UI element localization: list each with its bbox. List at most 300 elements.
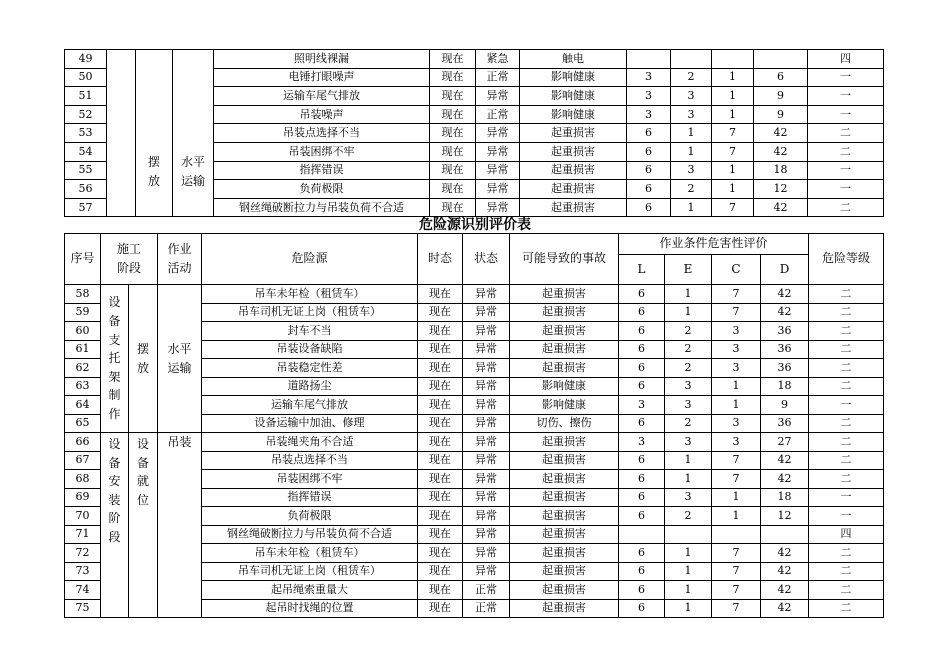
cell-level: 二 bbox=[809, 285, 884, 304]
cell-l: 6 bbox=[619, 451, 665, 470]
cell-l: 6 bbox=[619, 507, 665, 526]
cell-state: 异常 bbox=[476, 124, 520, 143]
cell-l: 6 bbox=[627, 142, 671, 161]
cell-l: 3 bbox=[619, 433, 665, 452]
cell-d: 42 bbox=[754, 124, 808, 143]
cell-hazard: 钢丝绳破断拉力与吊装负荷不合适 bbox=[214, 198, 430, 217]
cell-hazard: 吊装点选择不当 bbox=[214, 124, 430, 143]
cell-c: 1 bbox=[712, 161, 754, 180]
cell-no: 62 bbox=[65, 359, 101, 378]
cell-tense: 现在 bbox=[418, 470, 463, 489]
cell-l: 6 bbox=[619, 470, 665, 489]
cell-state: 正常 bbox=[463, 599, 510, 618]
cell-tense: 现在 bbox=[418, 377, 463, 396]
cell-accident: 起重损害 bbox=[510, 599, 619, 618]
cell-c: 1 bbox=[712, 507, 761, 526]
cell-accident: 起重损害 bbox=[510, 507, 619, 526]
cell-l: 6 bbox=[619, 562, 665, 581]
cell-state: 异常 bbox=[463, 414, 510, 433]
cell-state: 异常 bbox=[476, 198, 520, 217]
cell-tense: 现在 bbox=[418, 451, 463, 470]
cell-state: 异常 bbox=[463, 396, 510, 415]
hazard-evaluation-table bbox=[64, 233, 884, 618]
cell-state: 异常 bbox=[476, 87, 520, 106]
cell-l: 6 bbox=[619, 581, 665, 600]
cell-level: 四 bbox=[809, 525, 884, 544]
cell-d: 42 bbox=[761, 470, 809, 489]
cell-l: 6 bbox=[619, 599, 665, 618]
cell-level: 一 bbox=[808, 87, 884, 106]
cell-level: 四 bbox=[808, 50, 884, 69]
cell-c: 1 bbox=[712, 488, 761, 507]
cell-level: 一 bbox=[808, 68, 884, 87]
cell-d: 36 bbox=[761, 359, 809, 378]
cell-level: 一 bbox=[808, 180, 884, 199]
cell-no: 55 bbox=[65, 161, 107, 180]
cell-level: 二 bbox=[809, 470, 884, 489]
cell-level: 二 bbox=[808, 198, 884, 217]
table-row bbox=[65, 433, 884, 452]
cell-d bbox=[761, 525, 809, 544]
cell-accident: 影响健康 bbox=[520, 87, 627, 106]
cell-level: 二 bbox=[809, 340, 884, 359]
cell-hazard: 吊装设备缺陷 bbox=[202, 340, 418, 359]
cell-d: 12 bbox=[761, 507, 809, 526]
cell-no: 57 bbox=[65, 198, 107, 217]
cell-no: 73 bbox=[65, 562, 101, 581]
cell-no: 60 bbox=[65, 322, 101, 341]
table-header bbox=[65, 234, 884, 285]
cell-l bbox=[627, 50, 671, 69]
cell-d: 42 bbox=[754, 142, 808, 161]
cell-l: 6 bbox=[619, 377, 665, 396]
cell-no: 63 bbox=[65, 377, 101, 396]
cell-d bbox=[754, 50, 808, 69]
cell-level: 一 bbox=[808, 161, 884, 180]
cell-tense: 现在 bbox=[418, 396, 463, 415]
cell-c: 7 bbox=[712, 124, 754, 143]
header-level: 危险等级 bbox=[809, 234, 884, 285]
table-row bbox=[65, 50, 884, 69]
cell-no: 71 bbox=[65, 525, 101, 544]
cell-accident: 起重损害 bbox=[510, 488, 619, 507]
stage-cell-2 bbox=[101, 433, 129, 618]
cell-tense: 现在 bbox=[418, 544, 463, 563]
cell-c: 7 bbox=[712, 470, 761, 489]
cell-c: 7 bbox=[712, 599, 761, 618]
cell-l: 6 bbox=[619, 544, 665, 563]
cell-c bbox=[712, 50, 754, 69]
cell-tense: 现在 bbox=[418, 599, 463, 618]
cell-hazard: 吊装绳夹角不合适 bbox=[202, 433, 418, 452]
cell-state: 异常 bbox=[463, 340, 510, 359]
cell-c: 7 bbox=[712, 303, 761, 322]
top-sub-cell-text: 水平运输 bbox=[180, 155, 205, 188]
cell-c: 1 bbox=[712, 105, 754, 124]
cell-state: 异常 bbox=[463, 544, 510, 563]
cell-c: 1 bbox=[712, 396, 761, 415]
cell-state: 异常 bbox=[476, 142, 520, 161]
cell-no: 49 bbox=[65, 50, 107, 69]
cell-e: 1 bbox=[665, 451, 712, 470]
cell-state: 异常 bbox=[463, 303, 510, 322]
header-no: 序号 bbox=[65, 234, 101, 285]
cell-l: 6 bbox=[627, 161, 671, 180]
cell-tense: 现在 bbox=[418, 433, 463, 452]
header-state: 状态 bbox=[463, 234, 510, 285]
cell-no: 72 bbox=[65, 544, 101, 563]
cell-tense: 现在 bbox=[418, 507, 463, 526]
cell-state: 异常 bbox=[463, 322, 510, 341]
cell-d: 36 bbox=[761, 414, 809, 433]
cell-e: 3 bbox=[665, 396, 712, 415]
cell-e: 2 bbox=[665, 414, 712, 433]
cell-no: 65 bbox=[65, 414, 101, 433]
cell-accident: 起重损害 bbox=[510, 285, 619, 304]
cell-tense: 现在 bbox=[430, 50, 476, 69]
cell-d: 42 bbox=[761, 544, 809, 563]
cell-e: 3 bbox=[665, 377, 712, 396]
cell-tense: 现在 bbox=[418, 581, 463, 600]
cell-level: 二 bbox=[808, 142, 884, 161]
cell-no: 59 bbox=[65, 303, 101, 322]
cell-c: 1 bbox=[712, 68, 754, 87]
cell-c: 7 bbox=[712, 198, 754, 217]
cell-state: 异常 bbox=[463, 433, 510, 452]
cell-c: 3 bbox=[712, 414, 761, 433]
cell-hazard: 运输车尾气排放 bbox=[202, 396, 418, 415]
cell-e: 1 bbox=[665, 562, 712, 581]
cell-l: 3 bbox=[627, 87, 671, 106]
cell-level: 二 bbox=[809, 599, 884, 618]
cell-accident: 起重损害 bbox=[510, 525, 619, 544]
top-hazard-table bbox=[64, 49, 884, 217]
cell-state: 异常 bbox=[463, 525, 510, 544]
cell-d: 27 bbox=[761, 433, 809, 452]
stage-cell-1 bbox=[101, 285, 129, 433]
cell-e: 1 bbox=[665, 581, 712, 600]
cell-tense: 现在 bbox=[430, 87, 476, 106]
cell-state: 异常 bbox=[463, 285, 510, 304]
cell-state: 紧急 bbox=[476, 50, 520, 69]
cell-d: 9 bbox=[754, 87, 808, 106]
cell-hazard: 吊装噪声 bbox=[214, 105, 430, 124]
cell-state: 异常 bbox=[463, 359, 510, 378]
cell-accident: 起重损害 bbox=[520, 198, 627, 217]
cell-no: 69 bbox=[65, 488, 101, 507]
cell-hazard: 钢丝绳破断拉力与吊装负荷不合适 bbox=[202, 525, 418, 544]
cell-accident: 起重损害 bbox=[510, 322, 619, 341]
cell-state: 异常 bbox=[463, 377, 510, 396]
cell-l: 6 bbox=[619, 340, 665, 359]
top-table-body bbox=[65, 50, 884, 217]
header-c: C bbox=[712, 255, 761, 285]
top-activity-cell bbox=[136, 50, 173, 217]
cell-e: 2 bbox=[671, 180, 712, 199]
cell-no: 58 bbox=[65, 285, 101, 304]
cell-c: 7 bbox=[712, 544, 761, 563]
cell-e: 3 bbox=[665, 488, 712, 507]
cell-hazard: 指挥错误 bbox=[202, 488, 418, 507]
cell-d: 9 bbox=[754, 105, 808, 124]
cell-state: 异常 bbox=[476, 180, 520, 199]
cell-e: 2 bbox=[671, 68, 712, 87]
activity-cell-1 bbox=[129, 285, 158, 433]
cell-hazard: 吊装困绑不牢 bbox=[202, 470, 418, 489]
cell-tense: 现在 bbox=[418, 414, 463, 433]
cell-d: 18 bbox=[761, 488, 809, 507]
cell-hazard: 负荷极限 bbox=[202, 507, 418, 526]
cell-state: 正常 bbox=[476, 105, 520, 124]
cell-level: 二 bbox=[809, 322, 884, 341]
cell-accident: 起重损害 bbox=[510, 562, 619, 581]
cell-level: 二 bbox=[809, 414, 884, 433]
cell-accident: 起重损害 bbox=[510, 303, 619, 322]
cell-l: 6 bbox=[619, 359, 665, 378]
cell-accident: 起重损害 bbox=[510, 433, 619, 452]
cell-e: 1 bbox=[665, 544, 712, 563]
cell-tense: 现在 bbox=[418, 525, 463, 544]
cell-level: 二 bbox=[809, 359, 884, 378]
cell-level: 二 bbox=[809, 377, 884, 396]
header-stage bbox=[101, 234, 158, 285]
cell-accident: 切伤、擦伤 bbox=[510, 414, 619, 433]
cell-state: 异常 bbox=[463, 562, 510, 581]
sub-cell-1 bbox=[158, 285, 202, 433]
cell-tense: 现在 bbox=[418, 285, 463, 304]
cell-no: 74 bbox=[65, 581, 101, 600]
cell-l: 3 bbox=[627, 105, 671, 124]
header-l: L bbox=[619, 255, 665, 285]
cell-no: 75 bbox=[65, 599, 101, 618]
header-hazard: 危险源 bbox=[202, 234, 418, 285]
cell-e: 2 bbox=[665, 322, 712, 341]
cell-c: 7 bbox=[712, 142, 754, 161]
cell-hazard: 电锤打眼噪声 bbox=[214, 68, 430, 87]
cell-tense: 现在 bbox=[430, 180, 476, 199]
cell-hazard: 照明线裸漏 bbox=[214, 50, 430, 69]
cell-level: 一 bbox=[809, 488, 884, 507]
cell-l: 6 bbox=[619, 414, 665, 433]
cell-l: 3 bbox=[627, 68, 671, 87]
cell-e: 2 bbox=[665, 359, 712, 378]
cell-level: 一 bbox=[809, 507, 884, 526]
cell-l: 6 bbox=[619, 285, 665, 304]
cell-level: 二 bbox=[808, 124, 884, 143]
cell-level: 二 bbox=[809, 544, 884, 563]
cell-c: 1 bbox=[712, 180, 754, 199]
cell-accident: 起重损害 bbox=[520, 124, 627, 143]
activity-cell-2-text: 设备就位 bbox=[136, 437, 149, 507]
top-stage-cell bbox=[107, 50, 136, 217]
cell-tense: 现在 bbox=[430, 68, 476, 87]
cell-c: 7 bbox=[712, 451, 761, 470]
cell-c: 1 bbox=[712, 377, 761, 396]
cell-hazard: 起吊时找绳的位置 bbox=[202, 599, 418, 618]
cell-accident: 影响健康 bbox=[510, 396, 619, 415]
header-stage-text: 施工阶段 bbox=[116, 242, 141, 275]
cell-d: 6 bbox=[754, 68, 808, 87]
cell-level: 一 bbox=[809, 396, 884, 415]
cell-accident: 影响健康 bbox=[510, 377, 619, 396]
cell-hazard: 吊装困绑不牢 bbox=[214, 142, 430, 161]
cell-tense: 现在 bbox=[430, 124, 476, 143]
table-body bbox=[65, 285, 884, 618]
cell-accident: 起重损害 bbox=[510, 451, 619, 470]
header-d: D bbox=[761, 255, 809, 285]
cell-no: 68 bbox=[65, 470, 101, 489]
cell-c: 7 bbox=[712, 562, 761, 581]
cell-no: 66 bbox=[65, 433, 101, 452]
cell-tense: 现在 bbox=[418, 488, 463, 507]
cell-tense: 现在 bbox=[430, 142, 476, 161]
cell-c bbox=[712, 525, 761, 544]
top-activity-cell-text: 摆放 bbox=[147, 155, 160, 188]
cell-no: 56 bbox=[65, 180, 107, 199]
cell-level: 二 bbox=[809, 303, 884, 322]
cell-l: 6 bbox=[619, 322, 665, 341]
cell-e: 1 bbox=[665, 303, 712, 322]
cell-accident: 影响健康 bbox=[520, 68, 627, 87]
cell-accident: 起重损害 bbox=[520, 161, 627, 180]
cell-tense: 现在 bbox=[430, 161, 476, 180]
cell-hazard: 吊车司机无证上岗（租赁车） bbox=[202, 562, 418, 581]
cell-state: 异常 bbox=[463, 470, 510, 489]
cell-tense: 现在 bbox=[418, 322, 463, 341]
cell-no: 51 bbox=[65, 87, 107, 106]
cell-e: 3 bbox=[671, 105, 712, 124]
cell-no: 54 bbox=[65, 142, 107, 161]
cell-hazard: 设备运输中加油、修理 bbox=[202, 414, 418, 433]
cell-d: 42 bbox=[761, 581, 809, 600]
cell-l: 6 bbox=[627, 198, 671, 217]
cell-hazard: 吊装稳定性差 bbox=[202, 359, 418, 378]
cell-d: 18 bbox=[761, 377, 809, 396]
page-title: 危险源识别评价表 bbox=[419, 217, 531, 233]
cell-e: 3 bbox=[671, 87, 712, 106]
cell-c: 7 bbox=[712, 285, 761, 304]
cell-state: 正常 bbox=[463, 581, 510, 600]
header-activity-text: 作业活动 bbox=[167, 242, 192, 275]
cell-level: 二 bbox=[809, 581, 884, 600]
cell-hazard: 道路扬尘 bbox=[202, 377, 418, 396]
cell-level: 二 bbox=[809, 433, 884, 452]
header-activity bbox=[158, 234, 202, 285]
cell-tense: 现在 bbox=[418, 359, 463, 378]
cell-state: 异常 bbox=[476, 161, 520, 180]
cell-e: 1 bbox=[671, 142, 712, 161]
cell-accident: 起重损害 bbox=[510, 470, 619, 489]
header-eval: 作业条件危害性评价 bbox=[619, 234, 809, 255]
cell-accident: 起重损害 bbox=[520, 142, 627, 161]
cell-tense: 现在 bbox=[418, 562, 463, 581]
header-accident: 可能导致的事故 bbox=[510, 234, 619, 285]
cell-c: 3 bbox=[712, 433, 761, 452]
sub-cell-1-text: 水平运输 bbox=[167, 341, 192, 375]
cell-l: 6 bbox=[619, 303, 665, 322]
cell-c: 3 bbox=[712, 322, 761, 341]
cell-e: 3 bbox=[671, 161, 712, 180]
cell-c: 3 bbox=[712, 359, 761, 378]
cell-c: 3 bbox=[712, 340, 761, 359]
cell-level: 二 bbox=[809, 562, 884, 581]
cell-e: 2 bbox=[665, 340, 712, 359]
cell-d: 42 bbox=[761, 303, 809, 322]
cell-hazard: 运输车尾气排放 bbox=[214, 87, 430, 106]
cell-d: 42 bbox=[754, 198, 808, 217]
header-tense: 时态 bbox=[418, 234, 463, 285]
cell-hazard: 吊装点选择不当 bbox=[202, 451, 418, 470]
cell-accident: 起重损害 bbox=[510, 340, 619, 359]
cell-l: 6 bbox=[619, 488, 665, 507]
cell-tense: 现在 bbox=[418, 303, 463, 322]
cell-d: 36 bbox=[761, 340, 809, 359]
cell-hazard: 吊车司机无证上岗（租赁车） bbox=[202, 303, 418, 322]
cell-e: 1 bbox=[665, 470, 712, 489]
cell-d: 18 bbox=[754, 161, 808, 180]
cell-l: 6 bbox=[627, 124, 671, 143]
cell-no: 53 bbox=[65, 124, 107, 143]
cell-d: 12 bbox=[754, 180, 808, 199]
cell-d: 42 bbox=[761, 451, 809, 470]
cell-e: 1 bbox=[665, 285, 712, 304]
cell-d: 42 bbox=[761, 285, 809, 304]
cell-state: 异常 bbox=[463, 488, 510, 507]
cell-hazard: 负荷极限 bbox=[214, 180, 430, 199]
cell-hazard: 吊车未年检（租赁车） bbox=[202, 544, 418, 563]
cell-no: 52 bbox=[65, 105, 107, 124]
cell-hazard: 起吊绳索重量大 bbox=[202, 581, 418, 600]
cell-d: 9 bbox=[761, 396, 809, 415]
cell-accident: 起重损害 bbox=[520, 180, 627, 199]
cell-e: 1 bbox=[671, 124, 712, 143]
cell-level: 二 bbox=[809, 451, 884, 470]
cell-accident: 影响健康 bbox=[520, 105, 627, 124]
cell-e: 1 bbox=[671, 198, 712, 217]
cell-accident: 触电 bbox=[520, 50, 627, 69]
cell-level: 一 bbox=[808, 105, 884, 124]
cell-tense: 现在 bbox=[430, 198, 476, 217]
header-e: E bbox=[665, 255, 712, 285]
cell-e bbox=[665, 525, 712, 544]
cell-accident: 起重损害 bbox=[510, 359, 619, 378]
cell-c: 1 bbox=[712, 87, 754, 106]
table-row bbox=[65, 285, 884, 304]
cell-no: 64 bbox=[65, 396, 101, 415]
cell-no: 70 bbox=[65, 507, 101, 526]
cell-accident: 起重损害 bbox=[510, 544, 619, 563]
cell-state: 异常 bbox=[463, 451, 510, 470]
cell-hazard: 指挥错误 bbox=[214, 161, 430, 180]
cell-e: 2 bbox=[665, 507, 712, 526]
cell-no: 50 bbox=[65, 68, 107, 87]
sub-cell-2-text: 吊装 bbox=[167, 435, 192, 449]
cell-l: 3 bbox=[619, 396, 665, 415]
stage-cell-2-text: 设备安装阶段 bbox=[108, 437, 121, 544]
cell-c: 7 bbox=[712, 581, 761, 600]
cell-d: 42 bbox=[761, 562, 809, 581]
cell-state: 正常 bbox=[476, 68, 520, 87]
cell-hazard: 封车不当 bbox=[202, 322, 418, 341]
cell-d: 36 bbox=[761, 322, 809, 341]
cell-d: 42 bbox=[761, 599, 809, 618]
cell-e bbox=[671, 50, 712, 69]
sub-cell-2 bbox=[158, 433, 202, 618]
cell-l bbox=[619, 525, 665, 544]
activity-cell-2 bbox=[129, 433, 158, 618]
cell-tense: 现在 bbox=[430, 105, 476, 124]
cell-l: 6 bbox=[627, 180, 671, 199]
